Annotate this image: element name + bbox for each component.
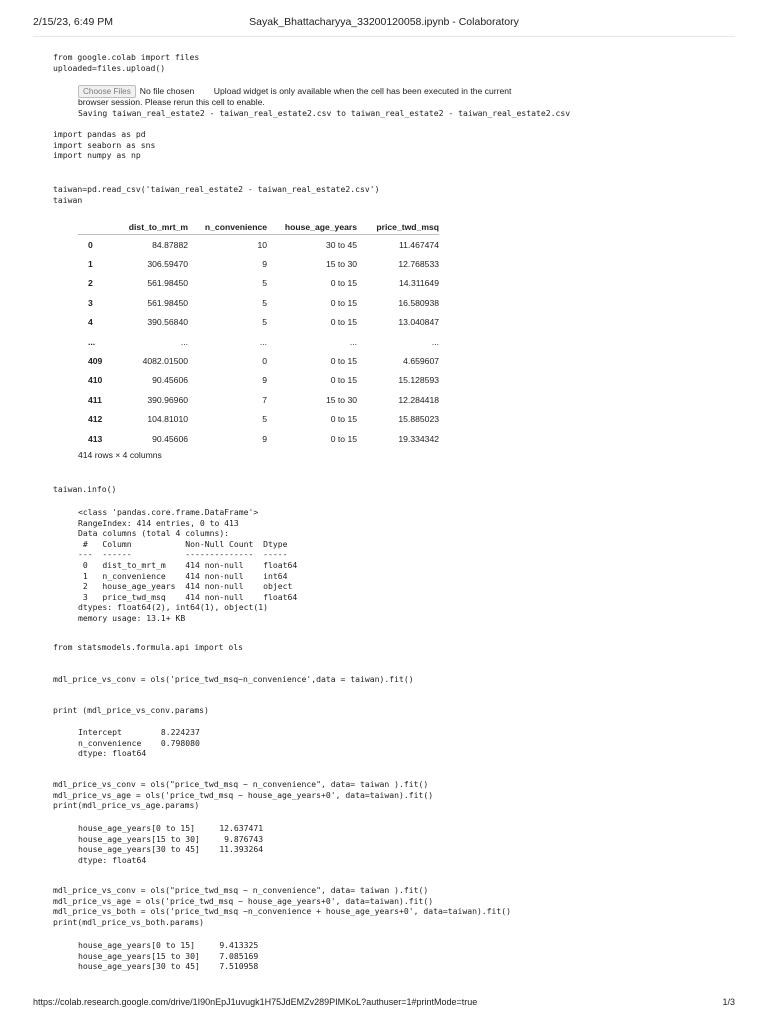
table-cell: 90.45606 (152, 375, 188, 386)
table-cell: 9 (262, 375, 267, 386)
table-row (78, 293, 439, 312)
table-cell: 306.59470 (147, 259, 188, 270)
table-cell: 12.768533 (398, 259, 439, 270)
table-cell: 0 to 15 (267, 351, 357, 370)
code-cell-ols-age[interactable]: mdl_price_vs_conv = ols("price_twd_msq ~ n_convenience", data= taiwan ).fit() mdl_price_vs_age = ols('price_twd_msq ~ house_age_years+0', data=taiwan).fit() print(mdl_price_vs_age.params) (53, 779, 434, 811)
table-row (78, 235, 439, 255)
dataframe-shape: 414 rows × 4 columns (78, 450, 162, 460)
table-cell: 0 to 15 (267, 313, 357, 332)
code-cell-read-csv[interactable]: taiwan=pd.read_csv('taiwan_real_estate2 - taiwan_real_estate2.csv') taiwan (53, 184, 380, 205)
table-row (78, 390, 439, 409)
table-cell: ... (180, 336, 188, 347)
row-index: 2 (78, 274, 118, 293)
code-cell-imports[interactable]: import pandas as pd import seaborn as sns import numpy as np (53, 129, 156, 161)
table-cell: 4.659607 (357, 351, 439, 370)
page-number: 1/3 (722, 997, 735, 1007)
table-cell: 30 to 45 (267, 235, 357, 255)
table-cell: 104.81010 (147, 414, 188, 425)
table-cell: 390.56840 (118, 313, 188, 332)
table-row (78, 254, 439, 273)
code-cell-info[interactable]: taiwan.info() (53, 484, 117, 494)
table-cell: 0 to 15 (267, 429, 357, 448)
header-divider (33, 36, 735, 37)
row-index: ... (88, 336, 96, 347)
table-cell: 390.96960 (118, 390, 188, 409)
row-index: 409 (78, 351, 118, 370)
table-cell: 13.040847 (357, 313, 439, 332)
code-cell-import-ols[interactable]: from statsmodels.formula.api import ols (53, 642, 244, 652)
table-cell: 5 (262, 414, 267, 425)
row-index: 413 (78, 429, 118, 448)
row-index: 0 (78, 235, 118, 255)
table-cell: 12.284418 (357, 390, 439, 409)
table-row (78, 274, 439, 293)
table-cell: 0 (188, 351, 267, 370)
page-url[interactable]: https://colab.research.google.com/drive/1I90nEpJ1uvugk1H75JdEMZv289PIMKoL?authuser=1#printMode=true (33, 997, 478, 1007)
table-row (78, 429, 439, 448)
table-row (78, 313, 439, 332)
row-index: 412 (88, 414, 103, 425)
upload-widget (78, 85, 598, 108)
table-cell: 11.467474 (357, 235, 439, 255)
row-index: 1 (88, 259, 93, 270)
print-footer (33, 997, 735, 1007)
table-cell: 7 (188, 390, 267, 409)
row-index: 4 (78, 313, 118, 332)
column-header: n_convenience (188, 219, 267, 235)
table-cell: ... (259, 336, 267, 347)
table-cell: ... (349, 336, 357, 347)
table-cell: 19.334342 (357, 429, 439, 448)
table-cell: 9 (262, 259, 267, 270)
table-cell: 0 to 15 (330, 414, 357, 425)
table-cell: 0 to 15 (330, 375, 357, 386)
table-row (78, 332, 439, 351)
row-index: 410 (88, 375, 103, 386)
table-cell: 9 (188, 429, 267, 448)
upload-message-line2: browser session. Please rerun this cell to enable. (78, 97, 265, 107)
table-cell: 15 to 30 (325, 259, 357, 270)
table-cell: 561.98450 (147, 297, 188, 308)
both-params-output: house_age_years[0 to 15] 9.413325 house_age_years[15 to 30] 7.085169 house_age_years[30 to 45] 7.510958 (78, 940, 259, 972)
choose-files-button[interactable]: Choose Files (78, 85, 136, 98)
code-cell-print-params[interactable]: print (mdl_price_vs_conv.params) (53, 705, 209, 715)
table-cell: 4082.01500 (118, 351, 188, 370)
no-file-label: No file chosen (139, 86, 195, 96)
upload-message-line1: Upload widget is only available when the cell has been executed in the current (213, 86, 512, 96)
table-cell: 14.311649 (357, 274, 439, 293)
dataframe-table (78, 219, 439, 448)
row-index: 411 (78, 390, 118, 409)
table-cell: 0 to 15 (330, 297, 357, 308)
table-cell: ... (431, 336, 439, 347)
info-output: <class 'pandas.core.frame.DataFrame'> RangeIndex: 414 entries, 0 to 413 Data columns (total 4 columns): # Column Non-Null Count Dtype --- ------ -------------- ----- 0 dist_to_mrt_m 414 non-null float64 1 n_convenience 414 non-null int64 2 house_age_years 414 non-null object 3 price_twd_msq 414 non-null float64 dtypes: float64(2), int64(1), object(1) memory usage: 13.1+ KB (78, 507, 298, 623)
table-cell: 15 to 30 (267, 390, 357, 409)
row-index: 3 (88, 297, 93, 308)
table-cell: 5 (188, 274, 267, 293)
code-cell-ols-both[interactable]: mdl_price_vs_conv = ols("price_twd_msq ~ n_convenience", data= taiwan ).fit() mdl_price_vs_age = ols('price_twd_msq ~ house_age_years+0', data=taiwan).fit() mdl_price_vs_both = ols('price_twd_msq ~n_convenience + house_age_years+0', data=taiwan).fit() print(mdl_price_vs_both.params) (53, 885, 512, 927)
saving-output: Saving taiwan_real_estate2 - taiwan_real_estate2.csv to taiwan_real_estate2 - taiwan_real_estate2.csv (78, 108, 571, 118)
table-cell: 90.45606 (118, 429, 188, 448)
params-output: Intercept 8.224237 n_convenience 0.798080 dtype: float64 (78, 727, 200, 759)
table-cell: 15.885023 (398, 414, 439, 425)
table-cell: 5 (188, 313, 267, 332)
column-header: dist_to_mrt_m (118, 219, 188, 235)
table-row (78, 410, 439, 429)
column-header: house_age_years (267, 219, 357, 235)
table-cell: 5 (262, 297, 267, 308)
page-title: Sayak_Bhattacharyya_33200120058.ipynb - Colaboratory (249, 16, 519, 28)
age-params-output: house_age_years[0 to 15] 12.637471 house_age_years[15 to 30] 9.876743 house_age_years[30 to 45] 11.393264 dtype: float64 (78, 823, 264, 865)
table-cell: 10 (188, 235, 267, 255)
index-header (78, 219, 118, 235)
code-cell-ols-conv[interactable]: mdl_price_vs_conv = ols('price_twd_msq~n_convenience',data = taiwan).fit() (53, 674, 414, 684)
table-cell: 561.98450 (118, 274, 188, 293)
table-row (78, 351, 439, 370)
code-cell-upload[interactable]: from google.colab import files uploaded=files.upload() (53, 52, 200, 73)
table-cell: 84.87882 (118, 235, 188, 255)
print-datetime: 2/15/23, 6:49 PM (33, 16, 113, 28)
table-cell: 0 to 15 (267, 274, 357, 293)
column-header: price_twd_msq (357, 219, 439, 235)
table-row (78, 371, 439, 390)
table-cell: 15.128593 (398, 375, 439, 386)
table-cell: 16.580938 (398, 297, 439, 308)
